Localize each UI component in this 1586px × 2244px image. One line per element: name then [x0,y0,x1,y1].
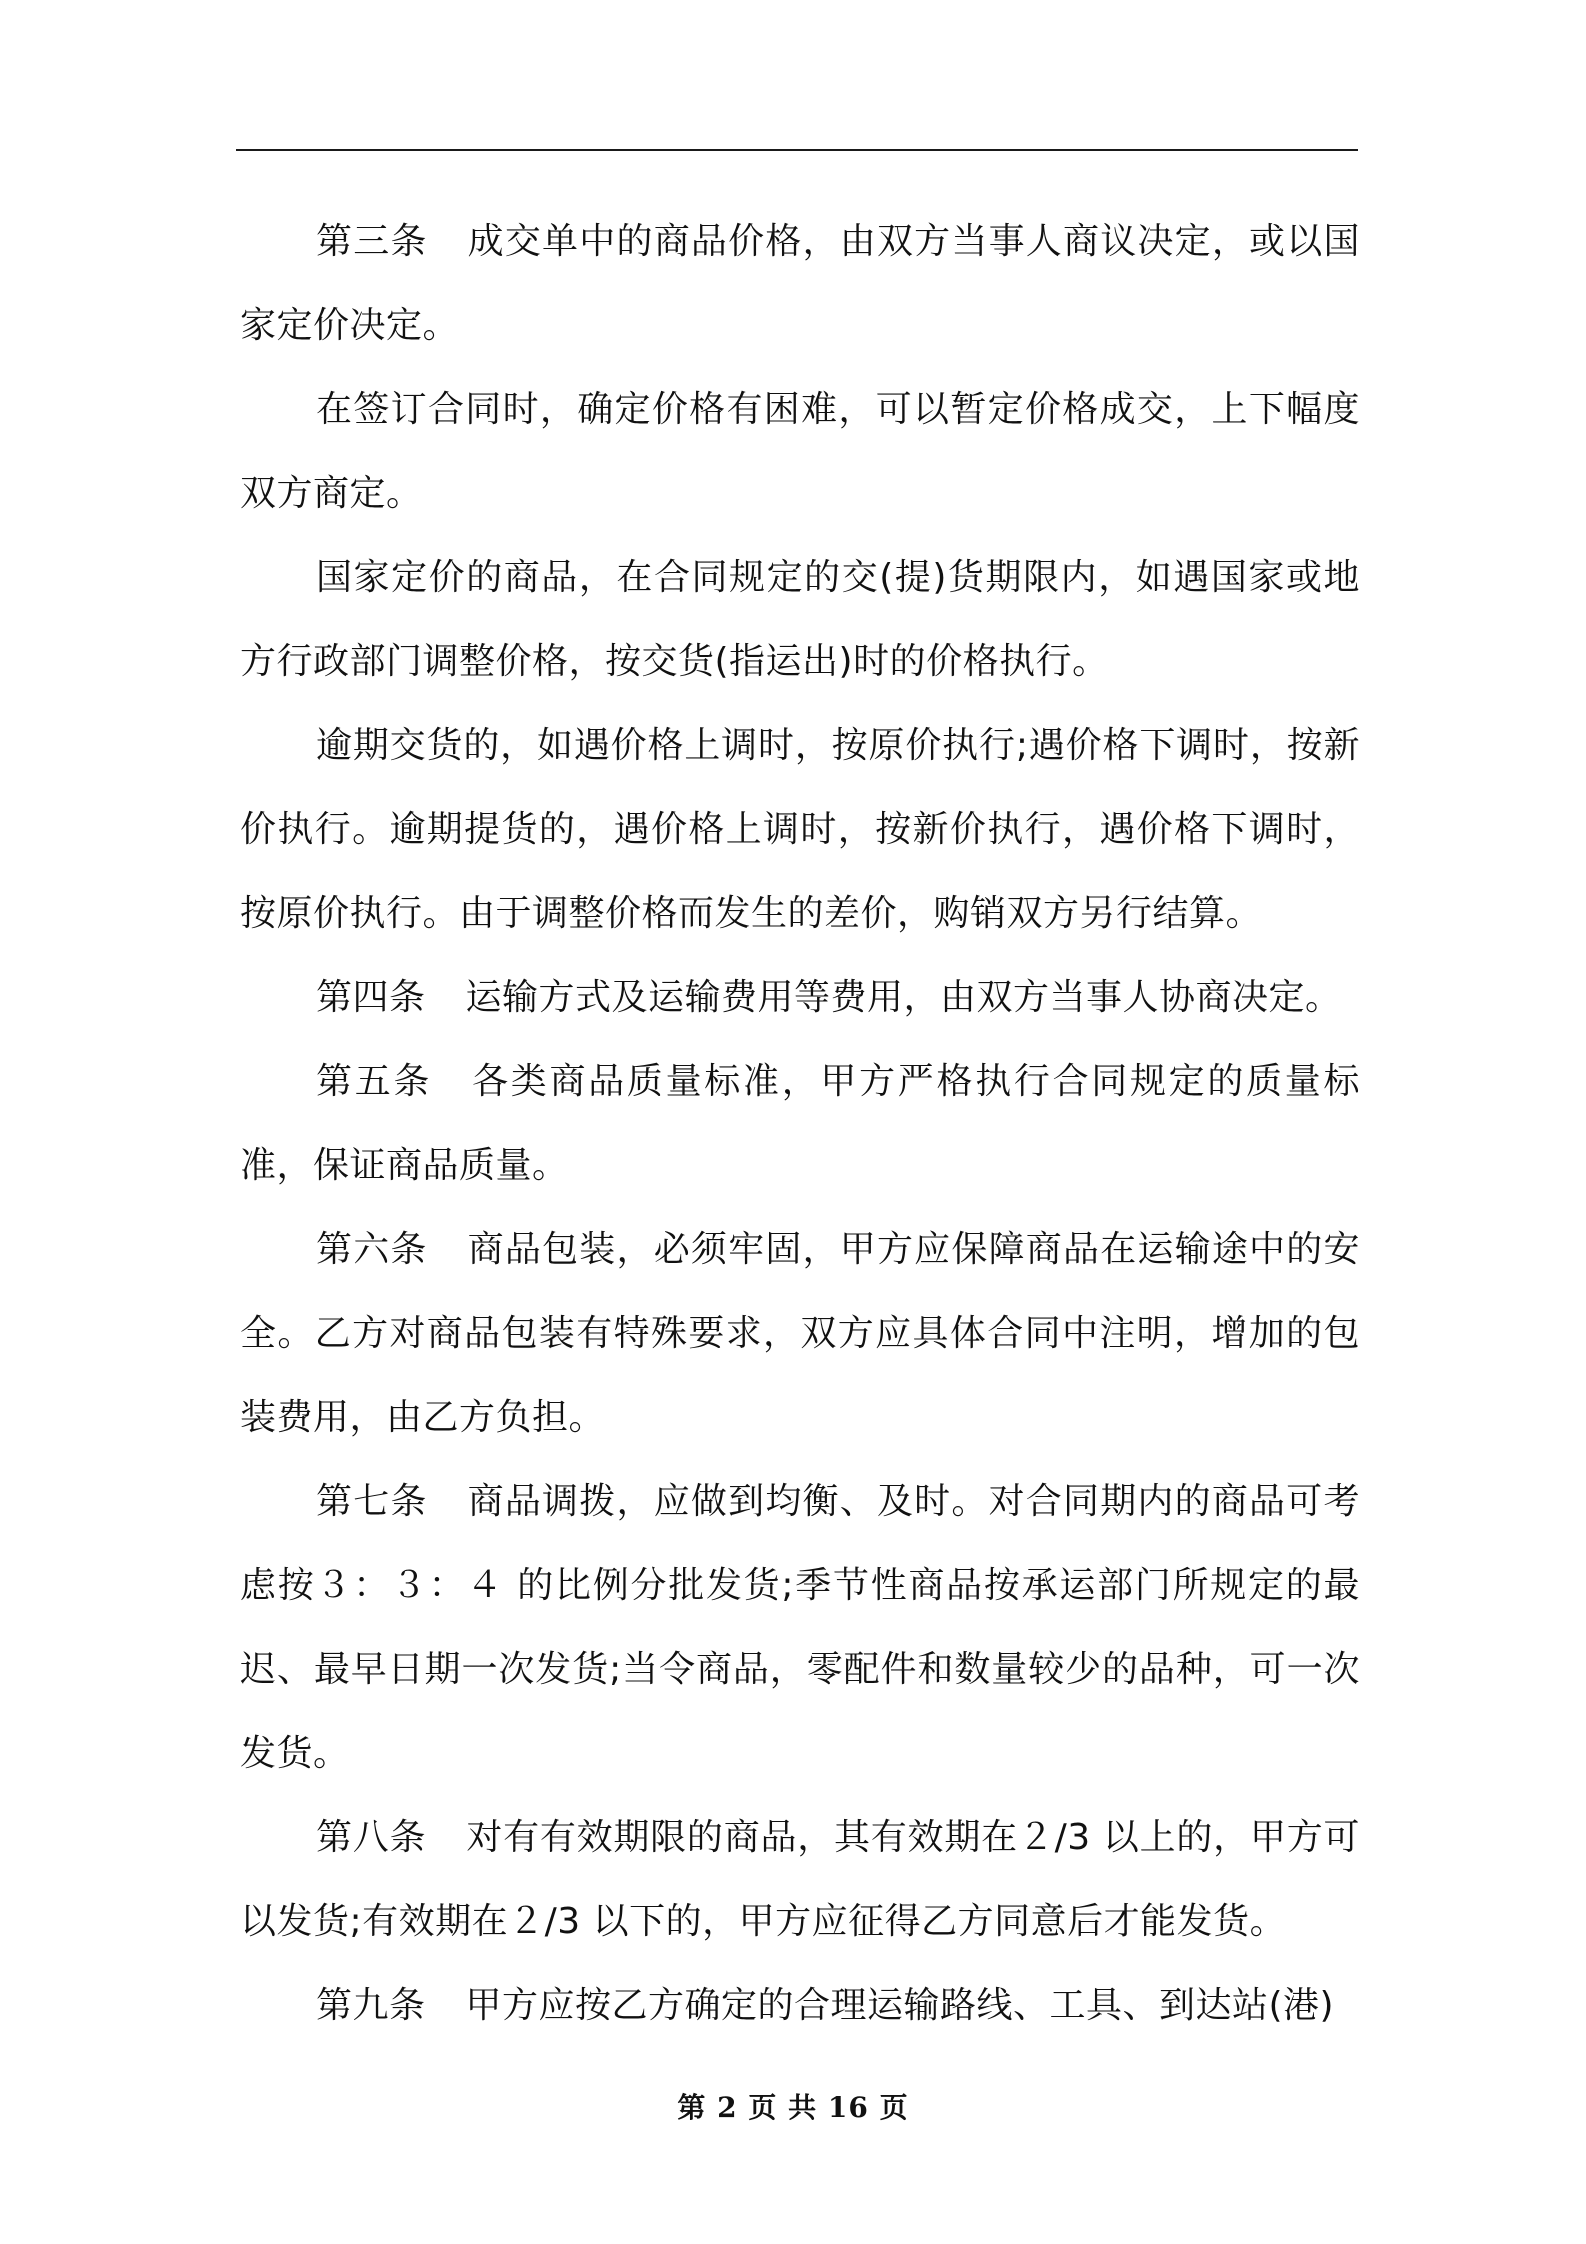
paragraph-text: 逾期交货的，如遇价格上调时，按原价执行;遇价格下调时，按新价执行。逾期提货的，遇价格上调时，按新价执行，遇价格下调时，按原价执行。由于调整价格而发生的差价，购销双方另行结算。 [240,725,1360,934]
footer-suffix: 页 [879,2091,909,2124]
paragraph-text: 商品调拨，应做到均衡、及时。对合同期内的商品可考虑按３：３：４ 的比例分批发货;季节性商品按承运部门所规定的最迟、最早日期一次发货;当令商品，零配件和数量较少的品种，可一次发货。 [240,1481,1360,1774]
footer-middle: 页 共 [748,2091,818,2124]
total-page-count: 16 [827,2091,869,2124]
paragraph-text: 对有有效期限的商品，其有效期在２/3 以上的，甲方可以发货;有效期在２/3 以下的，甲方应征得乙方同意后才能发货。 [240,1817,1360,1942]
paragraph-article-5 [240,1040,1360,1208]
article-number: 第四条 [316,977,426,1018]
article-number: 第三条 [316,221,428,262]
document-body [240,200,1360,2048]
paragraph-article-8 [240,1796,1360,1964]
paragraph-article-6 [240,1208,1360,1460]
page-footer [0,2088,1586,2128]
header-rule [236,149,1358,151]
article-number: 第六条 [316,1229,428,1270]
paragraph-article-7 [240,1460,1360,1796]
paragraph-state-pricing [240,536,1360,704]
paragraph-text: 甲方应按乙方确定的合理运输路线、工具、到达站(港) [465,1985,1335,2026]
paragraph-text: 成交单中的商品价格，由双方当事人商议决定，或以国家定价决定。 [240,221,1360,346]
paragraph-text: 商品包装，必须牢固，甲方应保障商品在运输途中的安全。乙方对商品包装有特殊要求，双方应具体合同中注明，增加的包装费用，由乙方负担。 [240,1229,1360,1438]
article-number: 第七条 [316,1481,428,1522]
article-number: 第八条 [316,1817,427,1858]
footer-prefix: 第 [677,2091,707,2124]
paragraph-text: 运输方式及运输费用等费用，由双方当事人协商决定。 [465,977,1342,1018]
article-number: 第五条 [316,1061,433,1102]
current-page-number: 2 [717,2091,738,2124]
paragraph-article-4 [240,956,1360,1040]
paragraph-article-9 [240,1964,1360,2048]
paragraph-text: 国家定价的商品，在合同规定的交(提)货期限内，如遇国家或地方行政部门调整价格，按交货(指运出)时的价格执行。 [240,557,1360,682]
paragraph-text: 在签订合同时，确定价格有困难，可以暂定价格成交，上下幅度双方商定。 [240,389,1360,514]
article-number: 第九条 [316,1985,426,2026]
paragraph-text: 各类商品质量标准，甲方严格执行合同规定的质量标准，保证商品质量。 [240,1061,1360,1186]
paragraph-overdue-delivery [240,704,1360,956]
paragraph-price-difficulty [240,368,1360,536]
paragraph-article-3 [240,200,1360,368]
